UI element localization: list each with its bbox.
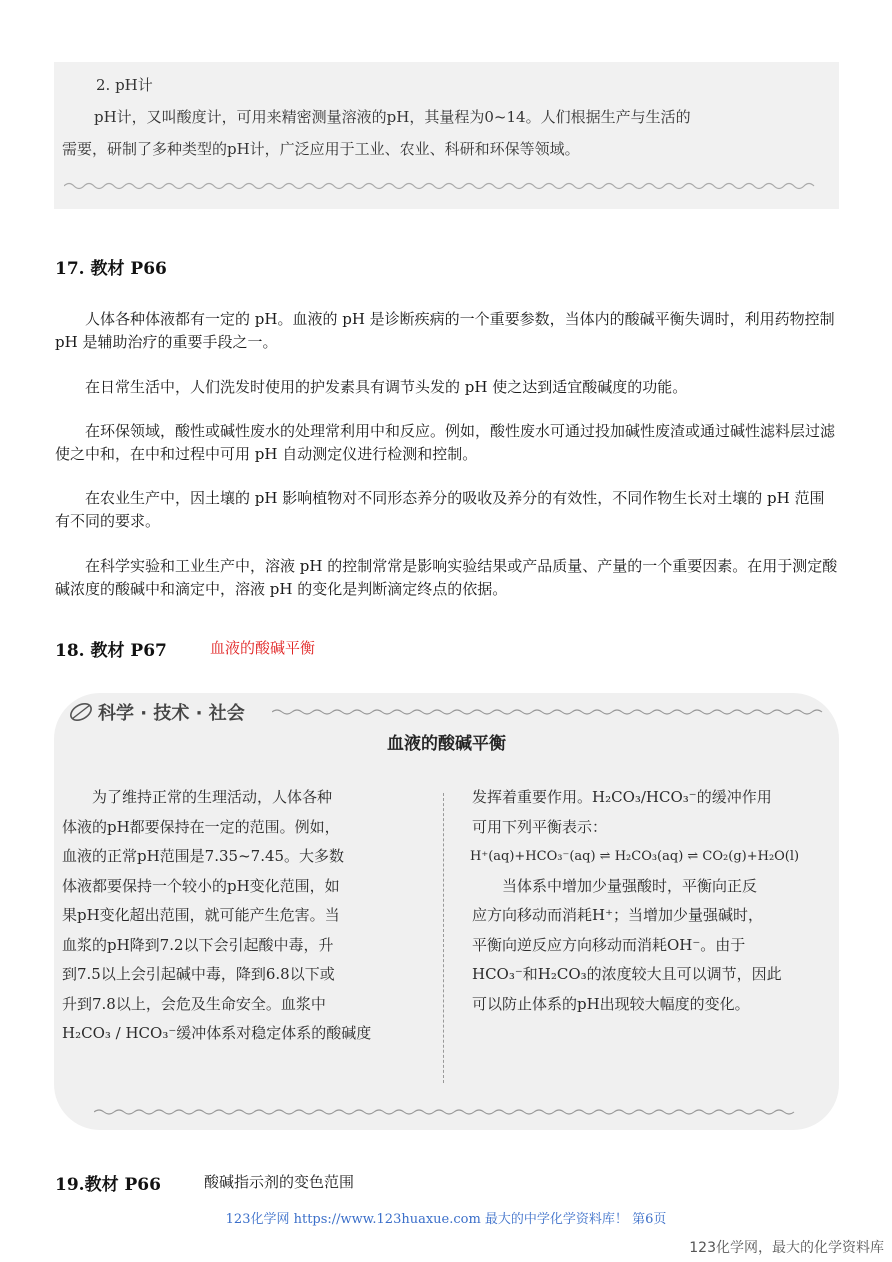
left-line: 为了维持正常的生理活动，人体各种	[92, 788, 333, 806]
left-line: 体液都要保持一个较小的pH变化范围，如	[62, 876, 340, 895]
box-title: 血液的酸碱平衡	[387, 734, 506, 754]
paragraph-text: 在科学实验和工业生产中，溶液 pH 的控制常常是影响实验结果或产品质量、产量的一个重要因素。在用于测定酸碱浓度的酸碱中和滴定中，溶液 pH 的变化是判断滴定终点的依据。	[55, 557, 838, 598]
section-17-paragraph-3	[55, 420, 839, 466]
section-17-paragraph-5	[55, 555, 839, 601]
section-17-heading: 17. 教材 P66	[55, 259, 167, 279]
box-header: 科学 · 技术 · 社会	[98, 703, 245, 724]
left-line: H₂CO₃ / HCO₃⁻缓冲体系对稳定体系的酸碱度	[62, 1024, 372, 1042]
left-line: 到7.5以上会引起碱中毒，降到6.8以下或	[62, 965, 335, 983]
section-17-paragraph-4	[55, 487, 839, 533]
right-line: 应方向移动而消耗H⁺；当增加少量强碱时，	[472, 906, 764, 924]
left-column	[62, 783, 371, 1049]
left-line: 升到7.8以上，会危及生命安全。血浆中	[62, 994, 326, 1013]
ph-meter-excerpt	[54, 62, 839, 209]
right-line: 发挥着重要作用。H₂CO₃/HCO₃⁻的缓冲作用	[472, 788, 772, 806]
ph-meter-heading: 2. pH计	[96, 76, 153, 94]
section-19-subtitle: 酸碱指示剂的变色范围	[204, 1173, 355, 1191]
left-line: 血浆的pH降到7.2以下会引起酸中毒，升	[62, 935, 334, 954]
right-line: 可用下列平衡表示：	[472, 817, 608, 836]
right-line: 可以防止体系的pH出现较大幅度的变化。	[472, 994, 750, 1013]
section-18-subtitle: 血液的酸碱平衡	[210, 639, 316, 657]
left-line: 果pH变化超出范围，就可能产生危害。当	[62, 906, 340, 924]
section-17-paragraph-1	[55, 308, 839, 354]
leaf-icon	[68, 701, 94, 723]
ph-meter-line-2: 需要，研制了多种类型的pH计，广泛应用于工业、农业、科研和环保等领域。	[62, 140, 580, 158]
section-19-heading: 19.教材 P66	[55, 1175, 161, 1195]
footer-watermark: 123化学网，最大的化学资料库	[689, 1240, 884, 1256]
right-line: 当体系中增加少量强酸时，平衡向正反	[472, 876, 758, 895]
bottom-wavy-line	[94, 1107, 799, 1117]
equilibrium-equation: H⁺(aq)+HCO₃⁻(aq) ⇌ H₂CO₃(aq) ⇌ CO₂(g)+H₂O(l)	[470, 849, 800, 864]
paragraph-text: 在环保领域，酸性或碱性废水的处理常利用中和反应。例如，酸性废水可通过投加碱性废渣或通过碱性滤料层过滤使之中和，在中和过程中可用 pH 自动测定仪进行检测和控制。	[55, 422, 836, 463]
paragraph-text: 在农业生产中，因土壤的 pH 影响植物对不同形态养分的吸收及养分的有效性，不同作物生长对土壤的 pH 范围有不同的要求。	[55, 489, 825, 530]
left-line: 体液的pH都要保持在一定的范围。例如，	[62, 817, 340, 836]
section-17-paragraph-2	[55, 376, 839, 399]
header-wavy-line	[272, 707, 827, 717]
footer-link[interactable]: 123化学网 https://www.123huaxue.com 最大的中学化学资料库！ 第6页	[225, 1212, 667, 1227]
right-line: HCO₃⁻和H₂CO₃的浓度较大且可以调节，因此	[472, 965, 782, 983]
right-line: 平衡向逆反应方向移动而消耗OH⁻。由于	[472, 935, 746, 954]
section-18-heading: 18. 教材 P67	[55, 641, 167, 661]
paragraph-text: 人体各种体液都有一定的 pH。血液的 pH 是诊断疾病的一个重要参数，当体内的酸碱平衡失调时，利用药物控制 pH 是辅助治疗的重要手段之一。	[55, 310, 835, 351]
left-line: 血液的正常pH范围是7.35~7.45。大多数	[62, 847, 345, 865]
wavy-divider	[64, 180, 819, 192]
column-divider	[443, 793, 444, 1083]
blood-acid-base-box	[54, 693, 839, 1130]
ph-meter-line-1: pH计，又叫酸度计，可用来精密测量溶液的pH，其量程为0~14。人们根据生产与生活的	[94, 108, 691, 126]
paragraph-text: 在日常生活中，人们洗发时使用的护发素具有调节头发的 pH 使之达到适宜酸碱度的功能。	[85, 378, 688, 396]
right-column	[472, 783, 799, 1019]
